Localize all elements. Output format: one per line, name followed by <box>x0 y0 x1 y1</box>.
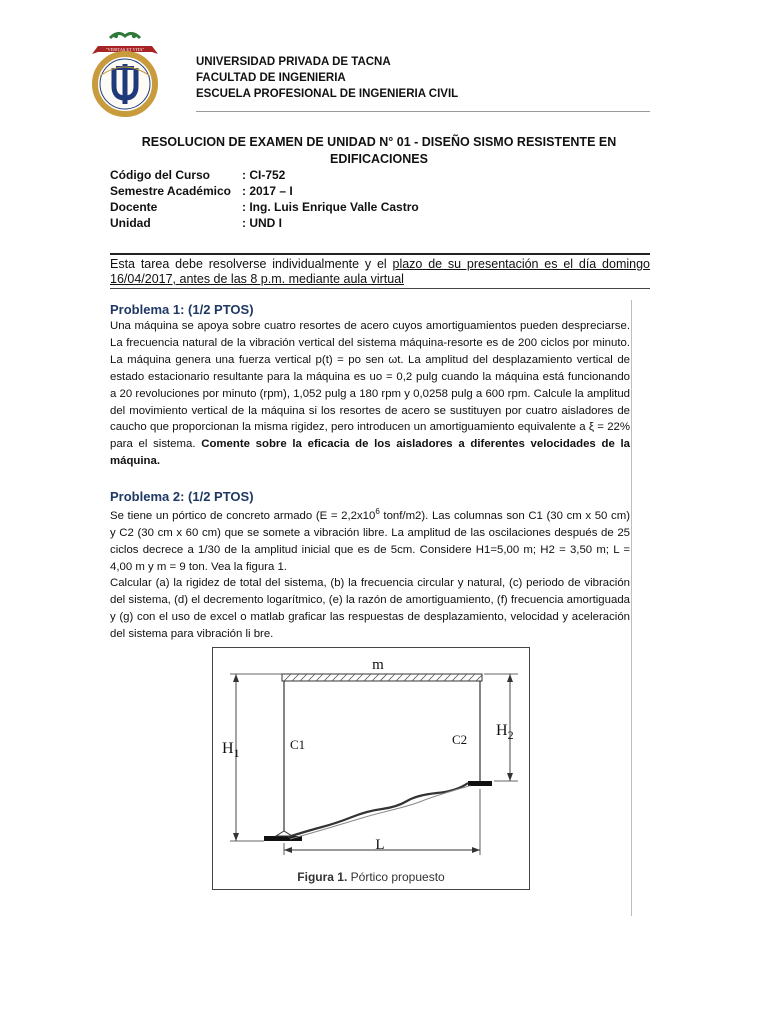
problem-2-title: Problema 2: (1/2 PTOS) <box>110 489 254 504</box>
meta-key: Código del Curso <box>110 168 210 182</box>
figure-caption <box>212 870 530 884</box>
problem-1-text <box>110 318 630 470</box>
label-h2: $H_2$ <box>496 722 514 742</box>
support-left <box>264 836 302 841</box>
notice-bottom-rule <box>110 288 650 289</box>
submission-notice <box>110 257 650 287</box>
problem-2-text-b: tonf/m2). Las columnas son C1 (30 cm x 50 cm) y C2 (30 cm x 60 cm) que se somete a vibración libre. La amplitud de las oscilaciones después de 25 ciclos decrece a 1/30 de la amplitud inicial que es de 5cm. Considere H1=5,00 m; H2 = 3,50 m; L = 4,00 m y m = 9 ton. Vea la figura 1. <box>110 509 630 573</box>
margin-rule <box>631 300 632 916</box>
title-line-1: RESOLUCION DE EXAMEN DE UNIDAD N° 01 - DISEÑO SISMO RESISTENTE EN <box>141 135 617 149</box>
label-length: L <box>375 837 385 853</box>
label-c2: C2 <box>452 732 468 747</box>
meta-value: : Ing. Luis Enrique Valle Castro <box>242 200 419 214</box>
meta-value: : UND I <box>242 216 282 230</box>
document-title <box>110 134 648 168</box>
problem-1-bold: Comente sobre la eficacia de los aisladores a diferentes velocidades de la máquina. <box>110 438 630 468</box>
problem-2-text-a: Se tiene un pórtico de concreto armado (E = 2,2x10 <box>110 509 376 522</box>
meta-key: Semestre Académico <box>110 184 231 198</box>
support-right <box>468 781 492 786</box>
faculty-name: FACULTAD DE INGENIERIA <box>196 72 346 84</box>
svg-text:"VERITAS ET VITA": "VERITAS ET VITA" <box>105 47 145 52</box>
frame-figure <box>212 647 530 890</box>
problem-2-text <box>110 504 630 643</box>
meta-key: Unidad <box>110 216 151 230</box>
problem-2-paragraph-1 <box>110 504 630 575</box>
meta-key: Docente <box>110 200 158 214</box>
notice-text: Esta tarea debe resolverse individualmente y el <box>110 257 393 271</box>
problem-1-body: Una máquina se apoya sobre cuatro resortes de acero cuyos amortiguamientos pueden despreciarse. La frecuencia natural de la vibración vertical del sistema máquina-resorte es de 200 ciclos por minuto. La máquina genera una fuerza vertical p(t) = po sen ωt. La amplitud del desplazamiento vertical de estado estacionario resultante para la máquina es uo = 0,2 pulg cuando la máquina está funcionando a 20 revoluciones por minuto (rpm), 1,052 pulg a 180 rpm y 0,0258 pulg a 600 rpm. Calcule la amplitud del movimiento vertical de la máquina si los resortes de acero se sustituyen por cuatro aisladores de caucho que proporcionan la misma rigidez, pero introducen un amortiguamiento equivalente a ξ = 22% para el sistema. <box>110 320 630 451</box>
frame-diagram <box>212 647 530 890</box>
university-logo <box>88 28 162 120</box>
university-crest-icon <box>88 28 162 120</box>
problem-2-paragraph-2: Calcular (a) la rigidez de total del sistema, (b) la frecuencia circular y natural, (c) periodo de vibración del sistema, (d) el decremento logarítmico, (e) la razón de amortiguamiento, (f) frecuencia amortiguada y (g) con el uso de excel o matlab graficar las respuestas de desplazamiento, velocidad y aceleración del sistema para vibración li bre. <box>110 577 630 641</box>
caption-label: Figura 1. <box>297 870 348 884</box>
notice-deadline: plazo de su presentación es el día domingo 16/04/2017, antes de las 8 p.m. mediante aula virtual <box>110 257 650 286</box>
school-name: ESCUELA PROFESIONAL DE INGENIERIA CIVIL <box>196 88 459 100</box>
meta-value: : 2017 – I <box>242 184 293 198</box>
problem-2-exponent: 6 <box>375 507 380 516</box>
label-h1: $H_1$ <box>222 740 240 760</box>
meta-value: : CI-752 <box>242 168 286 182</box>
label-c1: C1 <box>290 737 306 752</box>
caption-text: Pórtico propuesto <box>347 870 445 884</box>
problem-1-title: Problema 1: (1/2 PTOS) <box>110 302 254 317</box>
university-name: UNIVERSIDAD PRIVADA DE TACNA <box>196 56 391 68</box>
notice-top-rule <box>110 253 650 255</box>
title-line-2: EDIFICACIONES <box>330 152 428 166</box>
header-divider <box>196 111 650 112</box>
institution-block <box>196 54 458 102</box>
figure-border <box>213 648 530 890</box>
label-mass: m <box>372 657 384 673</box>
